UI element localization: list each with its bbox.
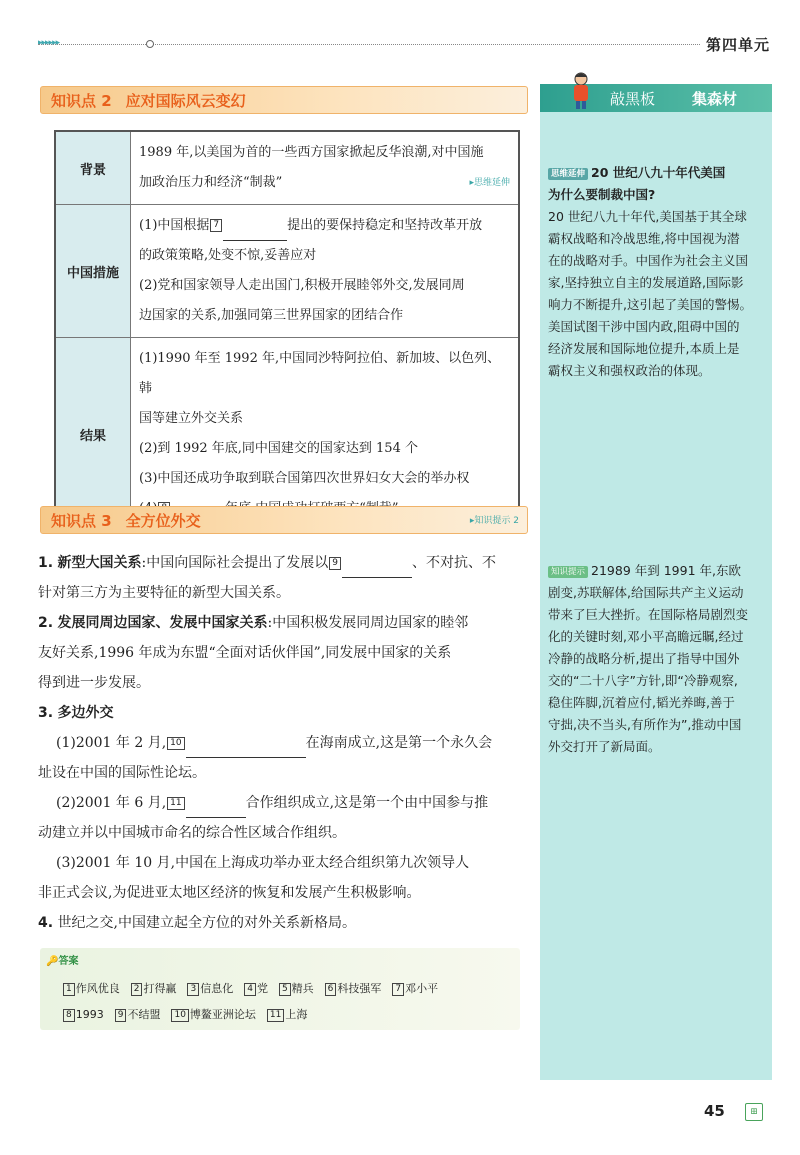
item-2-cont-2: 得到进一步发展。 xyxy=(38,675,150,691)
item-3-number: 3. xyxy=(38,705,54,721)
table-row-measures xyxy=(55,205,519,338)
answer-number: 2 xyxy=(131,983,143,996)
item-2 xyxy=(38,608,528,638)
answer-text: 党 xyxy=(256,982,268,995)
item-3-heading: 多边外交 xyxy=(57,705,114,721)
item-2-heading: 发展同周边国家、发展中国家关系 xyxy=(57,615,268,631)
table-head-background: 背景 xyxy=(55,131,131,205)
table-cell-measures xyxy=(131,205,520,338)
answer-number: 1 xyxy=(63,983,75,996)
measure-1-text-a: (1)中国根据 xyxy=(139,218,210,233)
answer-number: 9 xyxy=(115,1009,127,1022)
thinking-ref-link[interactable]: ▸思维延伸 xyxy=(469,178,510,188)
answer-text: 信息化 xyxy=(200,982,234,995)
answer-text: 精兵 xyxy=(291,982,314,995)
section-3-number: 知识点 3 xyxy=(51,512,112,530)
sidebar-title-1: 敲黑板 xyxy=(610,90,656,108)
sidebar-tip-line: 剧变,苏联解体,给国际共产主义运动 xyxy=(548,585,744,600)
fill-blank-10[interactable] xyxy=(186,739,306,758)
answer-number: 11 xyxy=(267,1009,284,1022)
item-3-2-text-a: (2)2001 年 6 月, xyxy=(56,795,167,811)
sidebar-answer-line: 在的战略对手。中国作为社会主义国 xyxy=(548,253,749,268)
tip-number: 2 xyxy=(591,563,599,578)
sidebar-tip-line: 化的关键时刻,邓小平高瞻远瞩,经过 xyxy=(548,629,744,644)
knowledge-tip-tag: 知识提示 xyxy=(548,566,588,578)
header-arrows: ▸▸▸▸▸▸ xyxy=(38,38,60,48)
fill-blank-9[interactable] xyxy=(342,559,412,578)
answer-text: 邓小平 xyxy=(405,982,439,995)
answer-item xyxy=(278,982,314,995)
sidebar-title-2: 集森材 xyxy=(692,90,738,108)
answer-number: 7 xyxy=(392,983,404,996)
thinking-extension-tag: 思维延伸 xyxy=(548,168,588,180)
sidebar-answer xyxy=(548,206,770,382)
result-line-3: (2)到 1992 年底,同中国建交的国家达到 154 个 xyxy=(139,441,418,456)
sidebar-tip-line: 稳住阵脚,沉着应付,韬光养晦,善于 xyxy=(548,695,735,710)
answer-number: 4 xyxy=(244,983,256,996)
measure-line-4: 边国家的关系,加强同第三世界国家的团结合作 xyxy=(139,308,404,323)
measure-line-3: (2)党和国家领导人走出国门,积极开展睦邻外交,发展同周 xyxy=(139,278,465,293)
table-cell-background xyxy=(131,131,520,205)
fill-blank-11[interactable] xyxy=(186,799,246,818)
answer-item xyxy=(62,1008,104,1021)
blank-number-11: 11 xyxy=(167,797,184,810)
section-2-heading: 应对国际风云变幻 xyxy=(125,92,246,110)
item-2-cont-1: 友好关系,1996 年成为东盟“全面对话伙伴国”,同发展中国家的关系 xyxy=(38,645,452,661)
answer-text: 不结盟 xyxy=(127,1008,161,1021)
answer-row-2 xyxy=(62,1006,317,1022)
sidebar-answer-line: 经济发展和国际地位提升,本质上是 xyxy=(548,341,740,356)
answer-item xyxy=(114,1008,161,1021)
answer-item xyxy=(170,1008,255,1021)
section-3-heading: 全方位外交 xyxy=(125,512,201,530)
answer-text: 作风优良 xyxy=(75,982,120,995)
page-badge-icon: ⊞ xyxy=(745,1103,763,1121)
item-1-text-a: :中国向国际社会提出了发展以 xyxy=(141,555,329,571)
table-cell-results xyxy=(131,338,520,532)
section-3-title xyxy=(40,506,528,534)
sidebar-tip-line: 交的“二十八字”方针,即“冷静观察, xyxy=(548,673,738,688)
result-line-4: (3)中国还成功争取到联合国第四次世界妇女大会的举办权 xyxy=(139,471,470,486)
sidebar-answer-line: 霸权主义和强权政治的体现。 xyxy=(548,363,711,378)
unit-title: 第四单元 xyxy=(706,36,771,54)
item-1-cont: 针对第三方为主要特征的新型大国关系。 xyxy=(38,585,290,601)
blank-number-7: 7 xyxy=(210,219,222,232)
answer-item xyxy=(243,982,268,995)
answer-number: 10 xyxy=(171,1009,188,1022)
table-row-results xyxy=(55,338,519,532)
sidebar-tip-line-1 xyxy=(548,560,770,582)
sidebar-question xyxy=(548,162,770,382)
answer-item xyxy=(186,982,233,995)
item-2-text-a: :中国积极发展同周边国家的睦邻 xyxy=(267,615,469,631)
item-4-text: 世纪之交,中国建立起全方位的对外关系新格局。 xyxy=(57,915,356,931)
answer-item xyxy=(266,1008,307,1021)
item-2-number: 2. xyxy=(38,615,54,631)
item-3-1-text-b: 在海南成立,这是第一个永久会 xyxy=(305,735,493,751)
sidebar-tip-rest xyxy=(548,582,770,758)
answer-number: 3 xyxy=(187,983,199,996)
header-dot xyxy=(146,40,154,48)
item-3-1 xyxy=(38,728,528,758)
answer-number: 6 xyxy=(325,983,337,996)
item-3-1-text-a: (1)2001 年 2 月, xyxy=(56,735,167,751)
sidebar-answer-line: 霸权战略和冷战思维,将中国视为潜 xyxy=(548,231,740,246)
background-line-2 xyxy=(139,168,510,198)
section-2-number: 知识点 2 xyxy=(51,92,112,110)
sidebar-tip-text-1: 1989 年到 1991 年,东欧 xyxy=(598,563,741,578)
answer-box xyxy=(40,948,520,1030)
knowledge-tip-ref-link[interactable]: ▸知识提示 2 xyxy=(469,516,519,526)
item-3-1-cont: 址设在中国的国际性论坛。 xyxy=(38,765,206,781)
table-row-background xyxy=(55,131,519,205)
sidebar-answer-line: 家,坚持独立自主的发展道路,国际影 xyxy=(548,275,744,290)
answer-item xyxy=(130,982,177,995)
item-3-2 xyxy=(38,788,528,818)
sidebar-question-line-1 xyxy=(548,162,770,184)
answer-text: 1993 xyxy=(75,1008,104,1021)
item-4 xyxy=(38,908,528,938)
sidebar-tip-line: 冷静的战略分析,提出了指导中国外 xyxy=(548,651,740,666)
measure-line-2: 的政策策略,处变不惊,妥善应对 xyxy=(139,248,317,263)
item-3 xyxy=(38,698,528,728)
teacher-figure-icon xyxy=(568,72,594,110)
sidebar-question-text-1: 20 世纪八九十年代美国 xyxy=(591,165,726,180)
answer-row-1 xyxy=(62,980,448,996)
blank-number-10: 10 xyxy=(167,737,184,750)
item-1-number: 1. xyxy=(38,555,54,571)
sidebar-answer-line: 美国试图干涉中国内政,阻碍中国的 xyxy=(548,319,740,334)
measure-1-text-b: 提出的要保持稳定和坚持改革开放 xyxy=(287,218,483,233)
answer-title-text: 答案 xyxy=(58,956,79,967)
table-head-measures: 中国措施 xyxy=(55,205,131,338)
result-line-2: 国等建立外交关系 xyxy=(139,411,244,426)
sidebar-tip xyxy=(548,560,770,758)
sidebar-question-line-2: 为什么要制裁中国? xyxy=(548,187,656,202)
item-1-heading: 新型大国关系 xyxy=(57,555,142,571)
sidebar-tip-line: 带来了巨大挫折。在国际格局剧烈变 xyxy=(548,607,749,622)
answer-number: 8 xyxy=(63,1009,75,1022)
main-content xyxy=(38,548,528,938)
item-4-number: 4. xyxy=(38,915,54,931)
section-2-title xyxy=(40,86,528,114)
item-3-3: (3)2001 年 10 月,中国在上海成功举办亚太经合组织第九次领导人 xyxy=(56,855,470,871)
measure-line-1 xyxy=(139,211,510,241)
sidebar-answer-line: 20 世纪八九十年代,美国基于其全球 xyxy=(548,209,747,224)
page-number: 45 xyxy=(704,1102,725,1120)
blank-number-9: 9 xyxy=(329,557,341,570)
header-rule xyxy=(38,44,700,45)
background-line-2-text: 加政治压力和经济“制裁” xyxy=(139,175,283,190)
answer-title: 🔑答案 xyxy=(46,956,79,967)
background-line-1: 1989 年,以美国为首的一些西方国家掀起反华浪潮,对中国施 xyxy=(139,145,484,160)
sidebar-tip-line: 外交打开了新局面。 xyxy=(548,739,661,754)
answer-number: 5 xyxy=(279,983,291,996)
answer-text: 科技强军 xyxy=(337,982,382,995)
item-1 xyxy=(38,548,528,578)
sidebar-answer-line: 响力不断提升,这引起了美国的警惕。 xyxy=(548,297,752,312)
fill-blank-7[interactable] xyxy=(223,222,287,241)
answer-item xyxy=(62,982,120,995)
answer-text: 博鳌亚洲论坛 xyxy=(189,1008,256,1021)
answer-text: 打得赢 xyxy=(143,982,177,995)
knowledge-table xyxy=(54,130,520,532)
item-3-3-cont: 非正式会议,为促进亚太地区经济的恢复和发展产生积极影响。 xyxy=(38,885,421,901)
answer-text: 上海 xyxy=(285,1008,308,1021)
answer-item xyxy=(324,982,382,995)
item-3-2-text-b: 合作组织成立,这是第一个由中国参与推 xyxy=(245,795,489,811)
result-line-1: (1)1990 年至 1992 年,中国同沙特阿拉伯、新加坡、以色列、韩 xyxy=(139,351,501,396)
table-head-results: 结果 xyxy=(55,338,131,532)
item-1-text-b: 、不对抗、不 xyxy=(411,555,496,571)
answer-item xyxy=(391,982,438,995)
sidebar-tip-line: 守拙,决不当头,有所作为”,推动中国 xyxy=(548,717,742,732)
item-3-2-cont: 动建立并以中国城市命名的综合性区域合作组织。 xyxy=(38,825,346,841)
